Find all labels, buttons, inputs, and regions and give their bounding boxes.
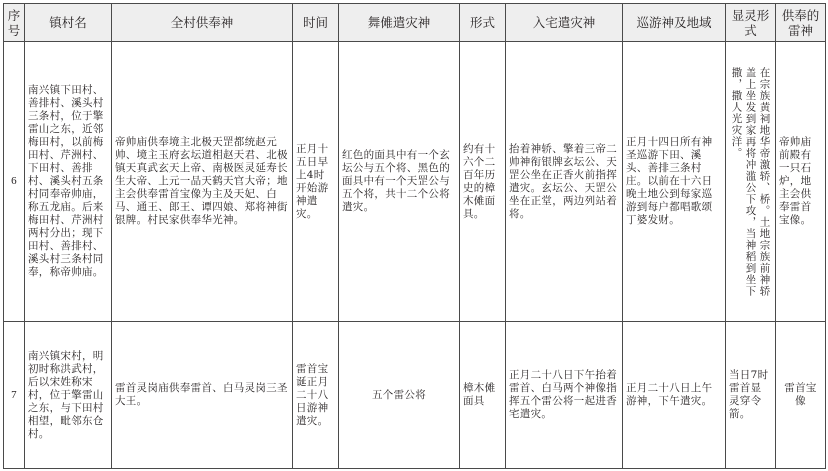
deity-table xyxy=(3,3,826,469)
header-manifest: 显灵形式 xyxy=(726,4,776,42)
nuo-cell: 红色的面具中有一个玄坛公与五个将、黑色的面具中有一个天罡公与五个将，共十二个公将遣灾。 xyxy=(339,42,460,322)
form-cell: 樟木傩面具 xyxy=(460,322,506,469)
header-parade: 巡游神及地域 xyxy=(623,4,726,42)
time-cell: 雷首宝诞正月二十八日游神遣灾。 xyxy=(293,322,339,469)
town-cell: 南兴镇下田村、善排村、溪头村三条村，位于擎雷山之东，近邻梅田村，以前梅田村、芹洲村、下田村、善排村、溪头村五条村同奉帝帅庙，称五龙庙。后来梅田村、芹洲村两村分出；现下田村、善排村、溪头村三条村同奉，称帝帅庙。 xyxy=(25,42,112,322)
row-number: 6 xyxy=(4,42,25,322)
header-town: 镇村名 xyxy=(25,4,112,42)
thunder-cell: 雷首宝像 xyxy=(776,322,826,469)
table-row xyxy=(4,322,826,469)
header-house: 入宅遣灾神 xyxy=(506,4,623,42)
header-form: 形式 xyxy=(460,4,506,42)
manifest-vertical-text: 在宗族黄祠地华帝激轿、桥。土地宗族前神轿盖上坐发到家再将冲滥公下攻，当神稻到坐下撒，撒人光灾洋。 xyxy=(730,66,771,297)
gods-cell: 雷首灵岗庙供奉雷首、白马灵岗三圣大王。 xyxy=(112,322,293,469)
header-time: 时间 xyxy=(293,4,339,42)
house-cell: 正月二十八日下午抬着雷首、白马两个神像指挥五个雷公将一起进香宅遣灾。 xyxy=(506,322,623,469)
header-row xyxy=(4,4,826,42)
header-gods: 全村供奉神 xyxy=(112,4,293,42)
table-row xyxy=(4,42,826,322)
form-cell: 约有十六个二百年历史的樟木傩面具。 xyxy=(460,42,506,322)
parade-cell: 正月十四日所有神圣巡游下田、溪头、善排三条村庄。以前在十六日晚土地公到每家巡游到每户都唱歌颂丁婆发财。 xyxy=(623,42,726,322)
header-nuo: 舞傩遣灾神 xyxy=(339,4,460,42)
nuo-cell: 五个雷公将 xyxy=(339,322,460,469)
header-no: 序号 xyxy=(4,4,25,42)
row-number: 7 xyxy=(4,322,25,469)
manifest-cell: 当日7时雷首显灵穿令箭。 xyxy=(726,322,776,469)
parade-cell: 正月二十八日上午游神，下午遣灾。 xyxy=(623,322,726,469)
manifest-cell xyxy=(726,42,776,322)
gods-cell: 帝帅庙供奉境主北极天罡都统赵元帅、境主玉府玄坛道相赵天君、北极镇天真武玄天上帝、南极医灵延寿长生大帝、上元一品天鹤天官大帝；地主会供奉雷首宝像为主及天妃、白马、通王、郎王、谭四娘、郑将神街银牌。村民家供奉华光神。 xyxy=(112,42,293,322)
thunder-cell: 帝帅庙前殿有一只石炉，地主会供奉雷首宝像。 xyxy=(776,42,826,322)
house-cell: 抬着神轿、擎着三帝二帅神衔银牌玄坛公、天罡公坐在正香火前指挥遣灾。玄坛公、天罡公坐在正堂，两边列站着将。 xyxy=(506,42,623,322)
header-thunder: 供奉的雷神 xyxy=(776,4,826,42)
time-cell: 正月十五日早上4时开始游神遣灾。 xyxy=(293,42,339,322)
town-cell: 南兴镇宋村，明初时称洪武村，后以宋姓称宋村，位于擎雷山之东，与下田村相望，毗邻东仓村。 xyxy=(25,322,112,469)
